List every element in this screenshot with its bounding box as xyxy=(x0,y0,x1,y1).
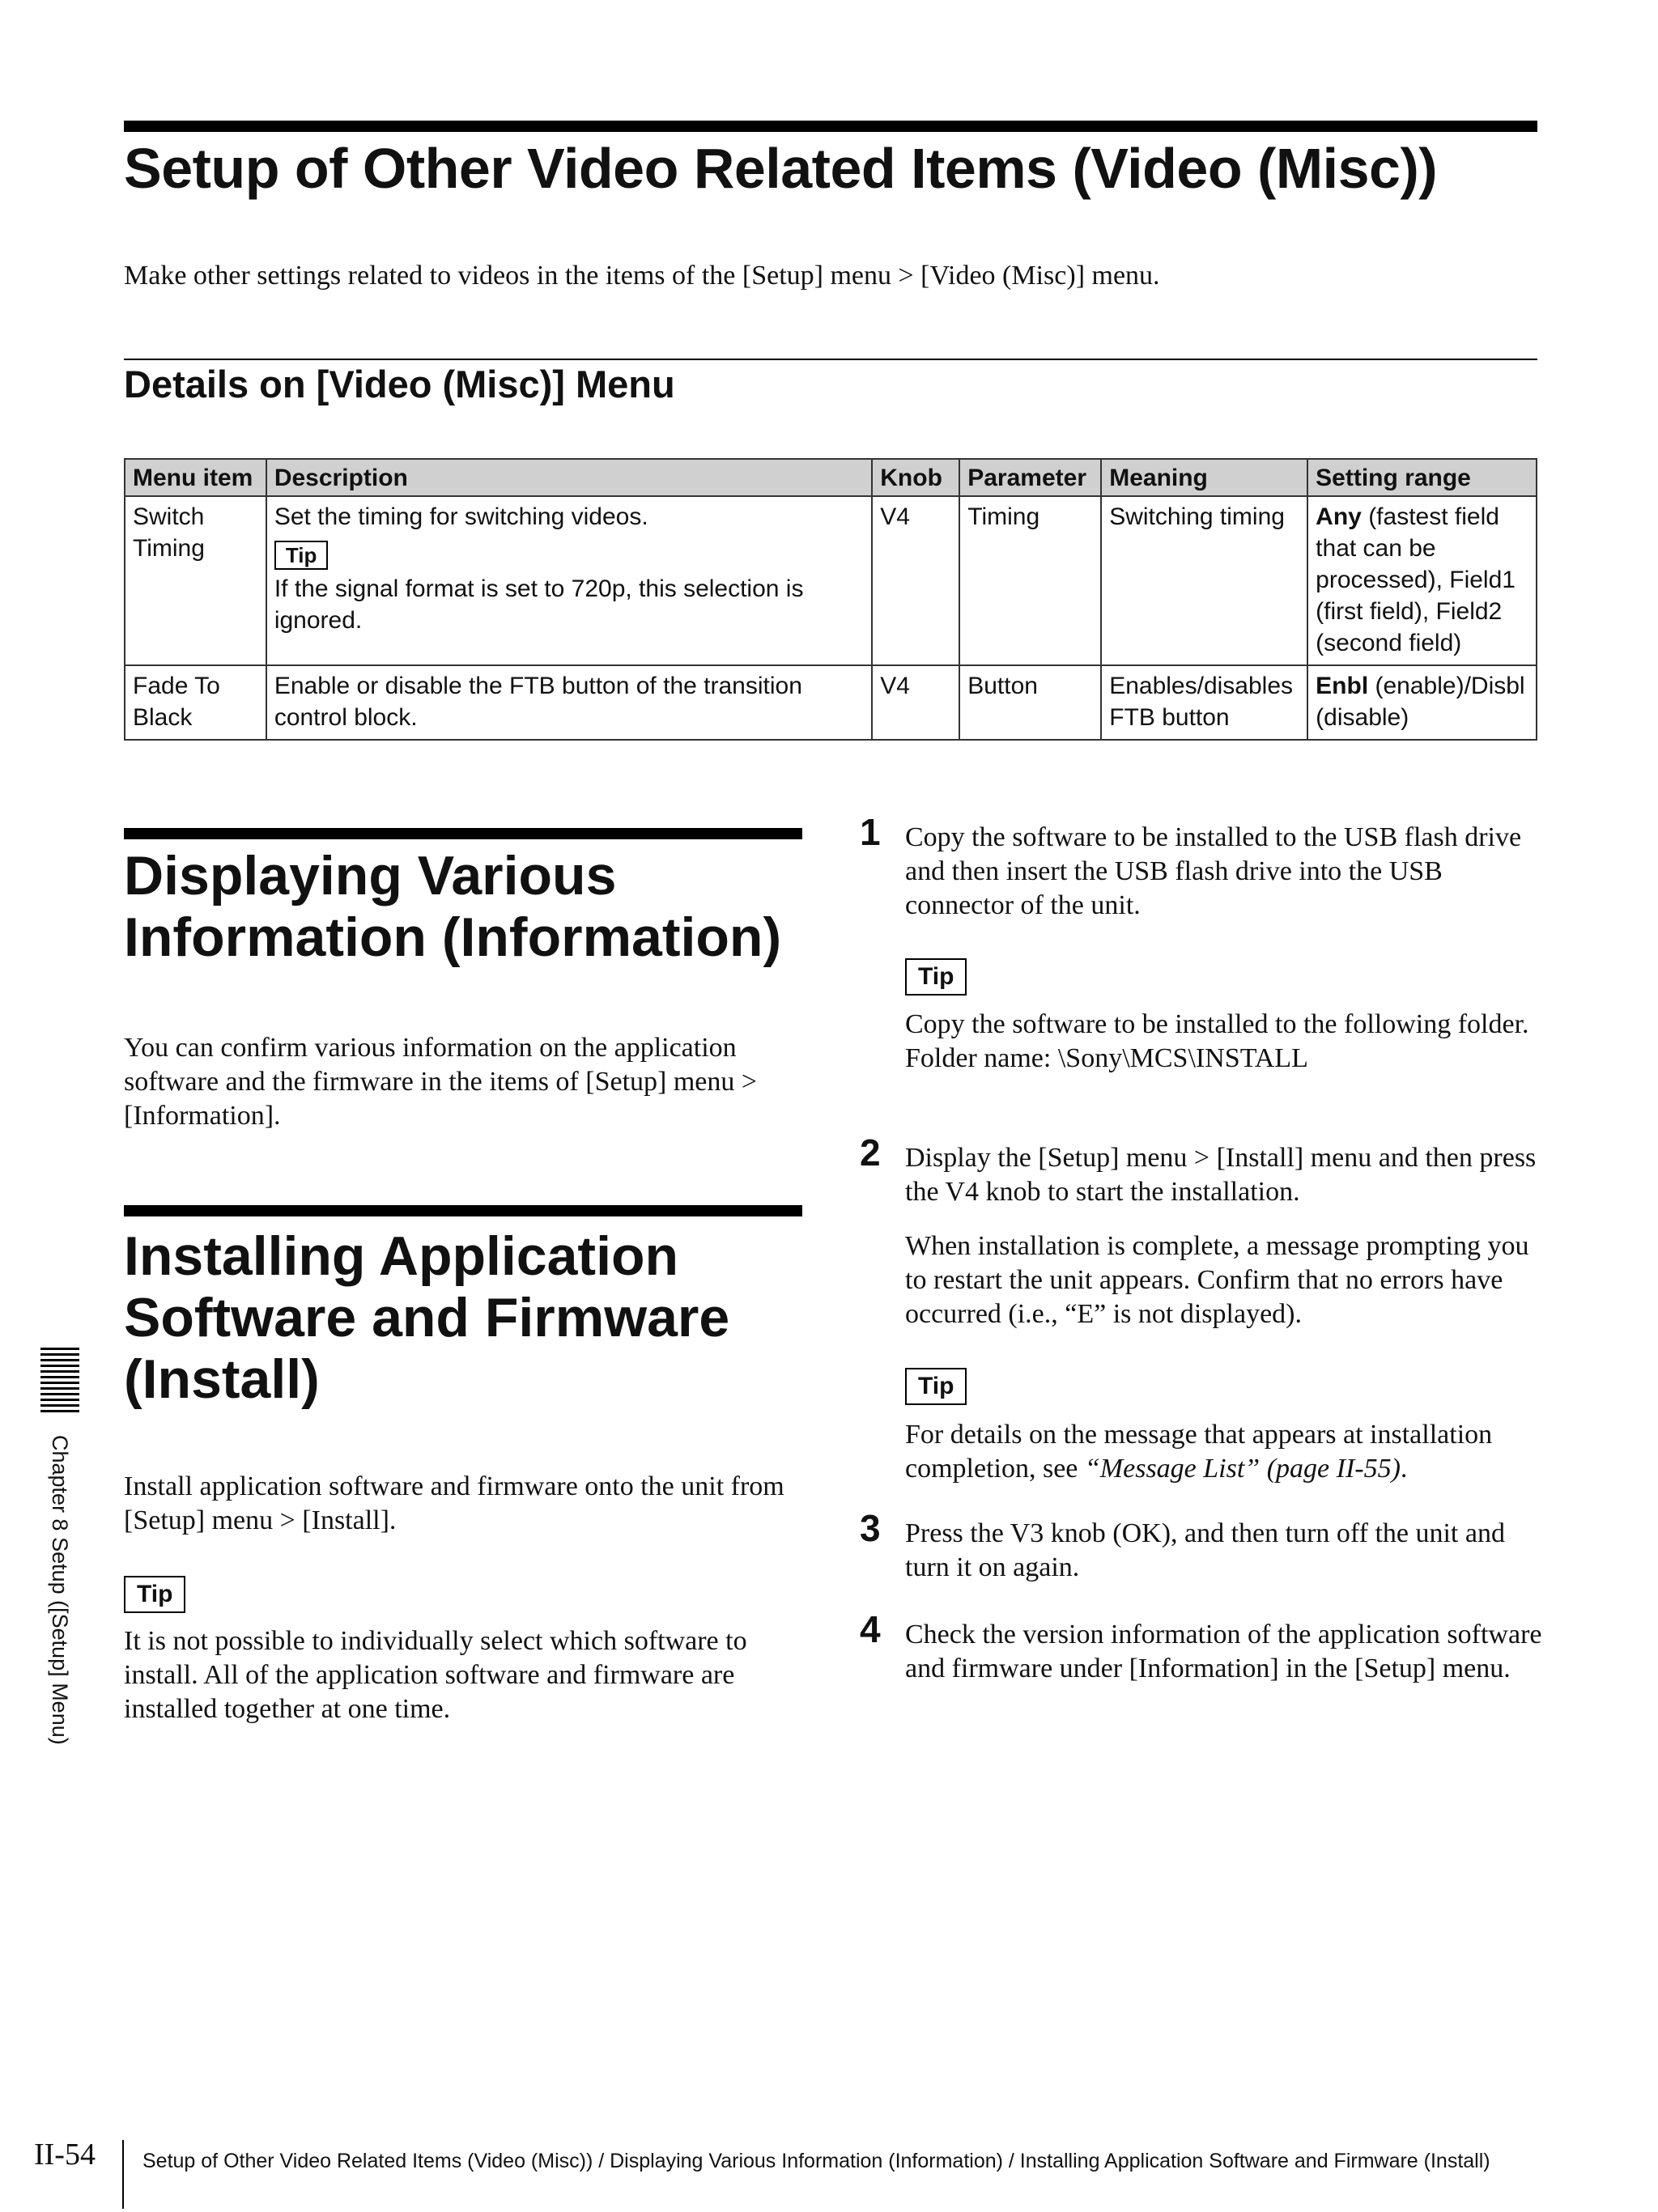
cell-description: Enable or disable the FTB button of the transition control block. xyxy=(266,665,872,740)
cell-knob: V4 xyxy=(872,665,959,740)
section-subtitle: Details on [Video (Misc)] Menu xyxy=(124,363,675,405)
header-knob: Knob xyxy=(872,459,959,496)
cell-description xyxy=(266,496,872,665)
step-text: Press the V3 knob (OK), and then turn off the unit and turn it on again. xyxy=(905,1518,1505,1582)
cell-meaning: Switching timing xyxy=(1101,496,1307,665)
table-row xyxy=(125,496,1537,665)
header-menu-item: Menu item xyxy=(125,459,266,496)
cross-reference-link[interactable]: “Message List” (page II-55) xyxy=(1084,1454,1401,1484)
table-header-row xyxy=(125,459,1537,496)
step2-tip-text-end: . xyxy=(1400,1454,1408,1484)
menu-table xyxy=(124,458,1537,741)
description-text: Set the timing for switching videos. xyxy=(274,503,648,530)
cell-setting-range xyxy=(1307,496,1537,665)
range-value: Enbl xyxy=(1316,673,1369,699)
step-number: 4 xyxy=(860,1608,881,1650)
step-text: Display the [Setup] menu > [Install] menu and then press the V4 knob to start the installation. xyxy=(905,1143,1537,1207)
install-section-rule xyxy=(124,1205,802,1216)
footer-divider xyxy=(122,2140,124,2209)
step-text: Check the version information of the application software and firmware under [Information] in the [Setup] menu. xyxy=(905,1620,1542,1683)
install-section-title: Installing Application Software and Firmware (Install) xyxy=(124,1225,730,1410)
cell-setting-range xyxy=(1307,665,1537,740)
range-description: (fastest field that can be processed), Field1 (first field), Field2 (second field) xyxy=(1316,503,1516,656)
step-text: Copy the software to be installed to the USB flash drive and then insert the USB flash drive into the USB connector of the unit. xyxy=(905,822,1522,920)
intro-paragraph: Make other settings related to videos in the items of the [Setup] menu > [Video (Misc)] menu. xyxy=(124,261,1160,291)
tip-label: Tip xyxy=(274,541,329,570)
header-description: Description xyxy=(266,459,872,496)
tip-text: If the signal format is set to 720p, this selection is ignored. xyxy=(274,575,804,634)
step-number: 3 xyxy=(860,1507,881,1549)
step-number: 1 xyxy=(860,811,881,853)
install-tip-label: Tip xyxy=(124,1576,185,1613)
range-description: (enable)/Disbl (disable) xyxy=(1316,673,1525,731)
step2-tip-text xyxy=(905,1418,1545,1486)
info-section-rule xyxy=(124,828,802,839)
install-tip-text: It is not possible to individually select which software to install. All of the application software and firmware are installed together at one time. xyxy=(124,1626,747,1724)
step1-tip-text xyxy=(905,1008,1545,1076)
top-rule xyxy=(124,121,1537,132)
step2-tip-text-start: For details on the message that appears at installation completion, see xyxy=(905,1420,1493,1484)
step1-tip-label: Tip xyxy=(905,958,967,996)
cell-menu-item: Switch Timing xyxy=(125,496,266,665)
cell-parameter: Timing xyxy=(959,496,1101,665)
cell-meaning: Enables/disables FTB button xyxy=(1101,665,1307,740)
cell-menu-item: Fade To Black xyxy=(125,665,266,740)
header-parameter: Parameter xyxy=(959,459,1101,496)
info-section-body: You can confirm various information on the application software and the firmware in the items of [Setup] menu > [Information]. xyxy=(124,1033,758,1131)
cell-parameter: Button xyxy=(959,665,1101,740)
step1-tip-line: Copy the software to be installed to the following folder. xyxy=(905,1009,1529,1039)
step2-note: When installation is complete, a message prompting you to restart the unit appears. Confirm that no errors have occurred (i.e., “E” is not displayed). xyxy=(905,1231,1529,1329)
table-row xyxy=(125,665,1537,740)
step2-tip-label: Tip xyxy=(905,1368,967,1405)
info-section-title: Displaying Various Information (Information) xyxy=(124,845,782,968)
chapter-side-label: Chapter 8 Setup ([Setup] Menu) xyxy=(48,1435,72,1745)
step-number: 2 xyxy=(860,1131,881,1174)
footer-breadcrumb: Setup of Other Video Related Items (Video (Misc)) / Displaying Various Information (Information) / Installing Application Software and Firmware (Install) xyxy=(142,2150,1490,2172)
step1-folder-name: Folder name: \Sony\MCS\INSTALL xyxy=(905,1043,1308,1073)
header-meaning: Meaning xyxy=(1101,459,1307,496)
cell-knob: V4 xyxy=(872,496,959,665)
header-setting-range: Setting range xyxy=(1307,459,1537,496)
page-number: II-54 xyxy=(34,2138,96,2172)
chapter-tab-marks xyxy=(40,1348,79,1416)
install-section-body: Install application software and firmware onto the unit from [Setup] menu > [Install]. xyxy=(124,1471,784,1535)
range-value: Any xyxy=(1316,503,1362,530)
page-title: Setup of Other Video Related Items (Video (Misc)) xyxy=(124,137,1438,200)
section-divider xyxy=(124,359,1537,360)
